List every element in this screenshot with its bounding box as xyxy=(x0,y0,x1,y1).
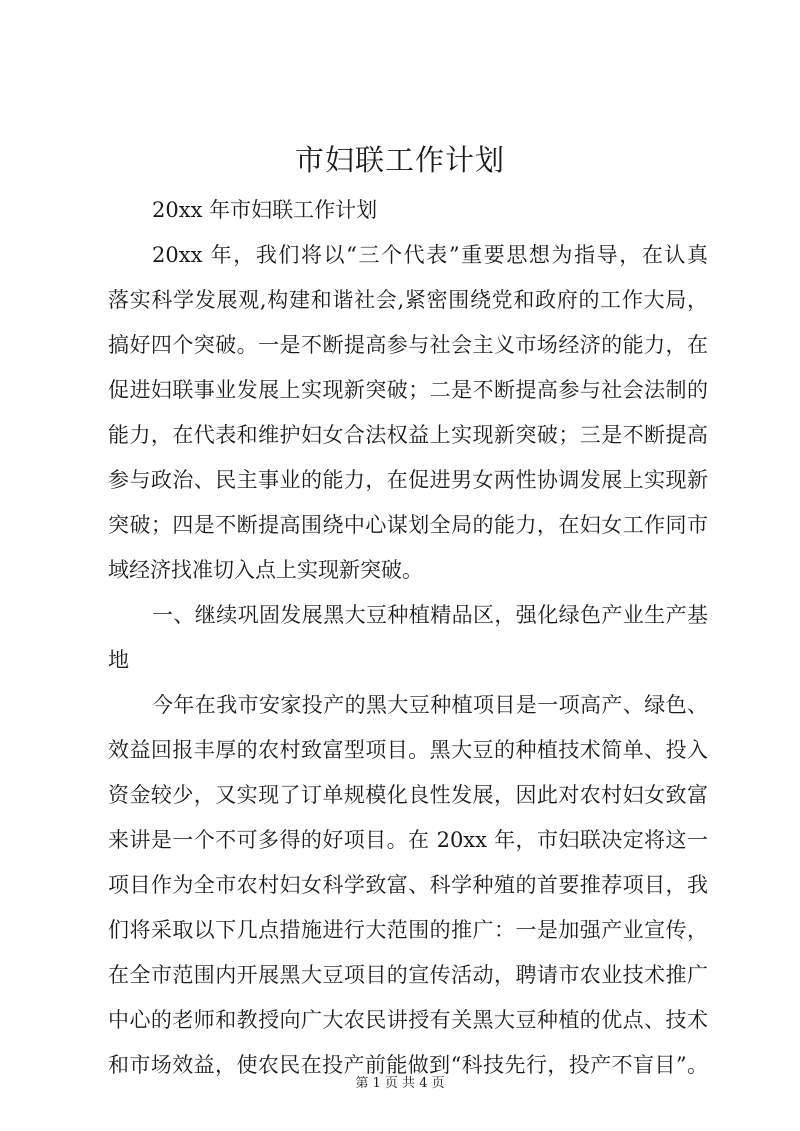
text-line: 落实科学发展观,构建和谐社会,紧密围绕党和政府的工作大局， xyxy=(108,288,708,312)
text-line: 促进妇联事业发展上实现新突破；二是不断提高参与社会法制的 xyxy=(108,378,708,402)
text-line: 地 xyxy=(108,648,129,672)
text-line: 能力，在代表和维护妇女合法权益上实现新突破；三是不断提高 xyxy=(108,423,708,447)
text-line: 中心的老师和教授向广大农民讲授有关黑大豆种植的优点、技术 xyxy=(108,1008,708,1032)
text-line: 们将采取以下几点措施进行大范围的推广：一是加强产业宣传， xyxy=(108,918,708,942)
text-line: 一、继续巩固发展黑大豆种植精品区，强化绿色产业生产基 xyxy=(152,603,708,627)
text-line: 参与政治、民主事业的能力，在促进男女两性协调发展上实现新 xyxy=(108,468,708,492)
text-line: 来讲是一个不可多得的好项目。在 20xx 年，市妇联决定将这一 xyxy=(108,828,708,852)
text-line: 在全市范围内开展黑大豆项目的宣传活动，聘请市农业技术推广 xyxy=(108,963,708,987)
text-line: 搞好四个突破。一是不断提高参与社会主义市场经济的能力，在 xyxy=(108,333,708,357)
text-line: 20xx 年市妇联工作计划 xyxy=(152,198,378,222)
text-line: 域经济找准切入点上实现新突破。 xyxy=(108,558,423,582)
page-footer: 第 1 页 共 4 页 xyxy=(355,1076,445,1091)
text-line: 20xx 年，我们将以“三个代表”重要思想为指导，在认真 xyxy=(152,243,708,267)
text-line: 突破；四是不断提高围绕中心谋划全局的能力，在妇女工作同市 xyxy=(108,513,708,537)
text-line: 和市场效益，使农民在投产前能做到“科技先行，投产不盲目”。 xyxy=(108,1053,708,1077)
text-line: 效益回报丰厚的农村致富型项目。黑大豆的种植技术简单、投入 xyxy=(108,738,708,762)
text-line: 今年在我市安家投产的黑大豆种植项目是一项高产、绿色、 xyxy=(152,693,708,717)
document-title: 市妇联工作计划 xyxy=(294,143,505,177)
text-line: 资金较少，又实现了订单规模化良性发展，因此对农村妇女致富 xyxy=(108,783,708,807)
document-body xyxy=(108,188,708,1088)
text-line: 项目作为全市农村妇女科学致富、科学种殖的首要推荐项目，我 xyxy=(108,873,708,897)
